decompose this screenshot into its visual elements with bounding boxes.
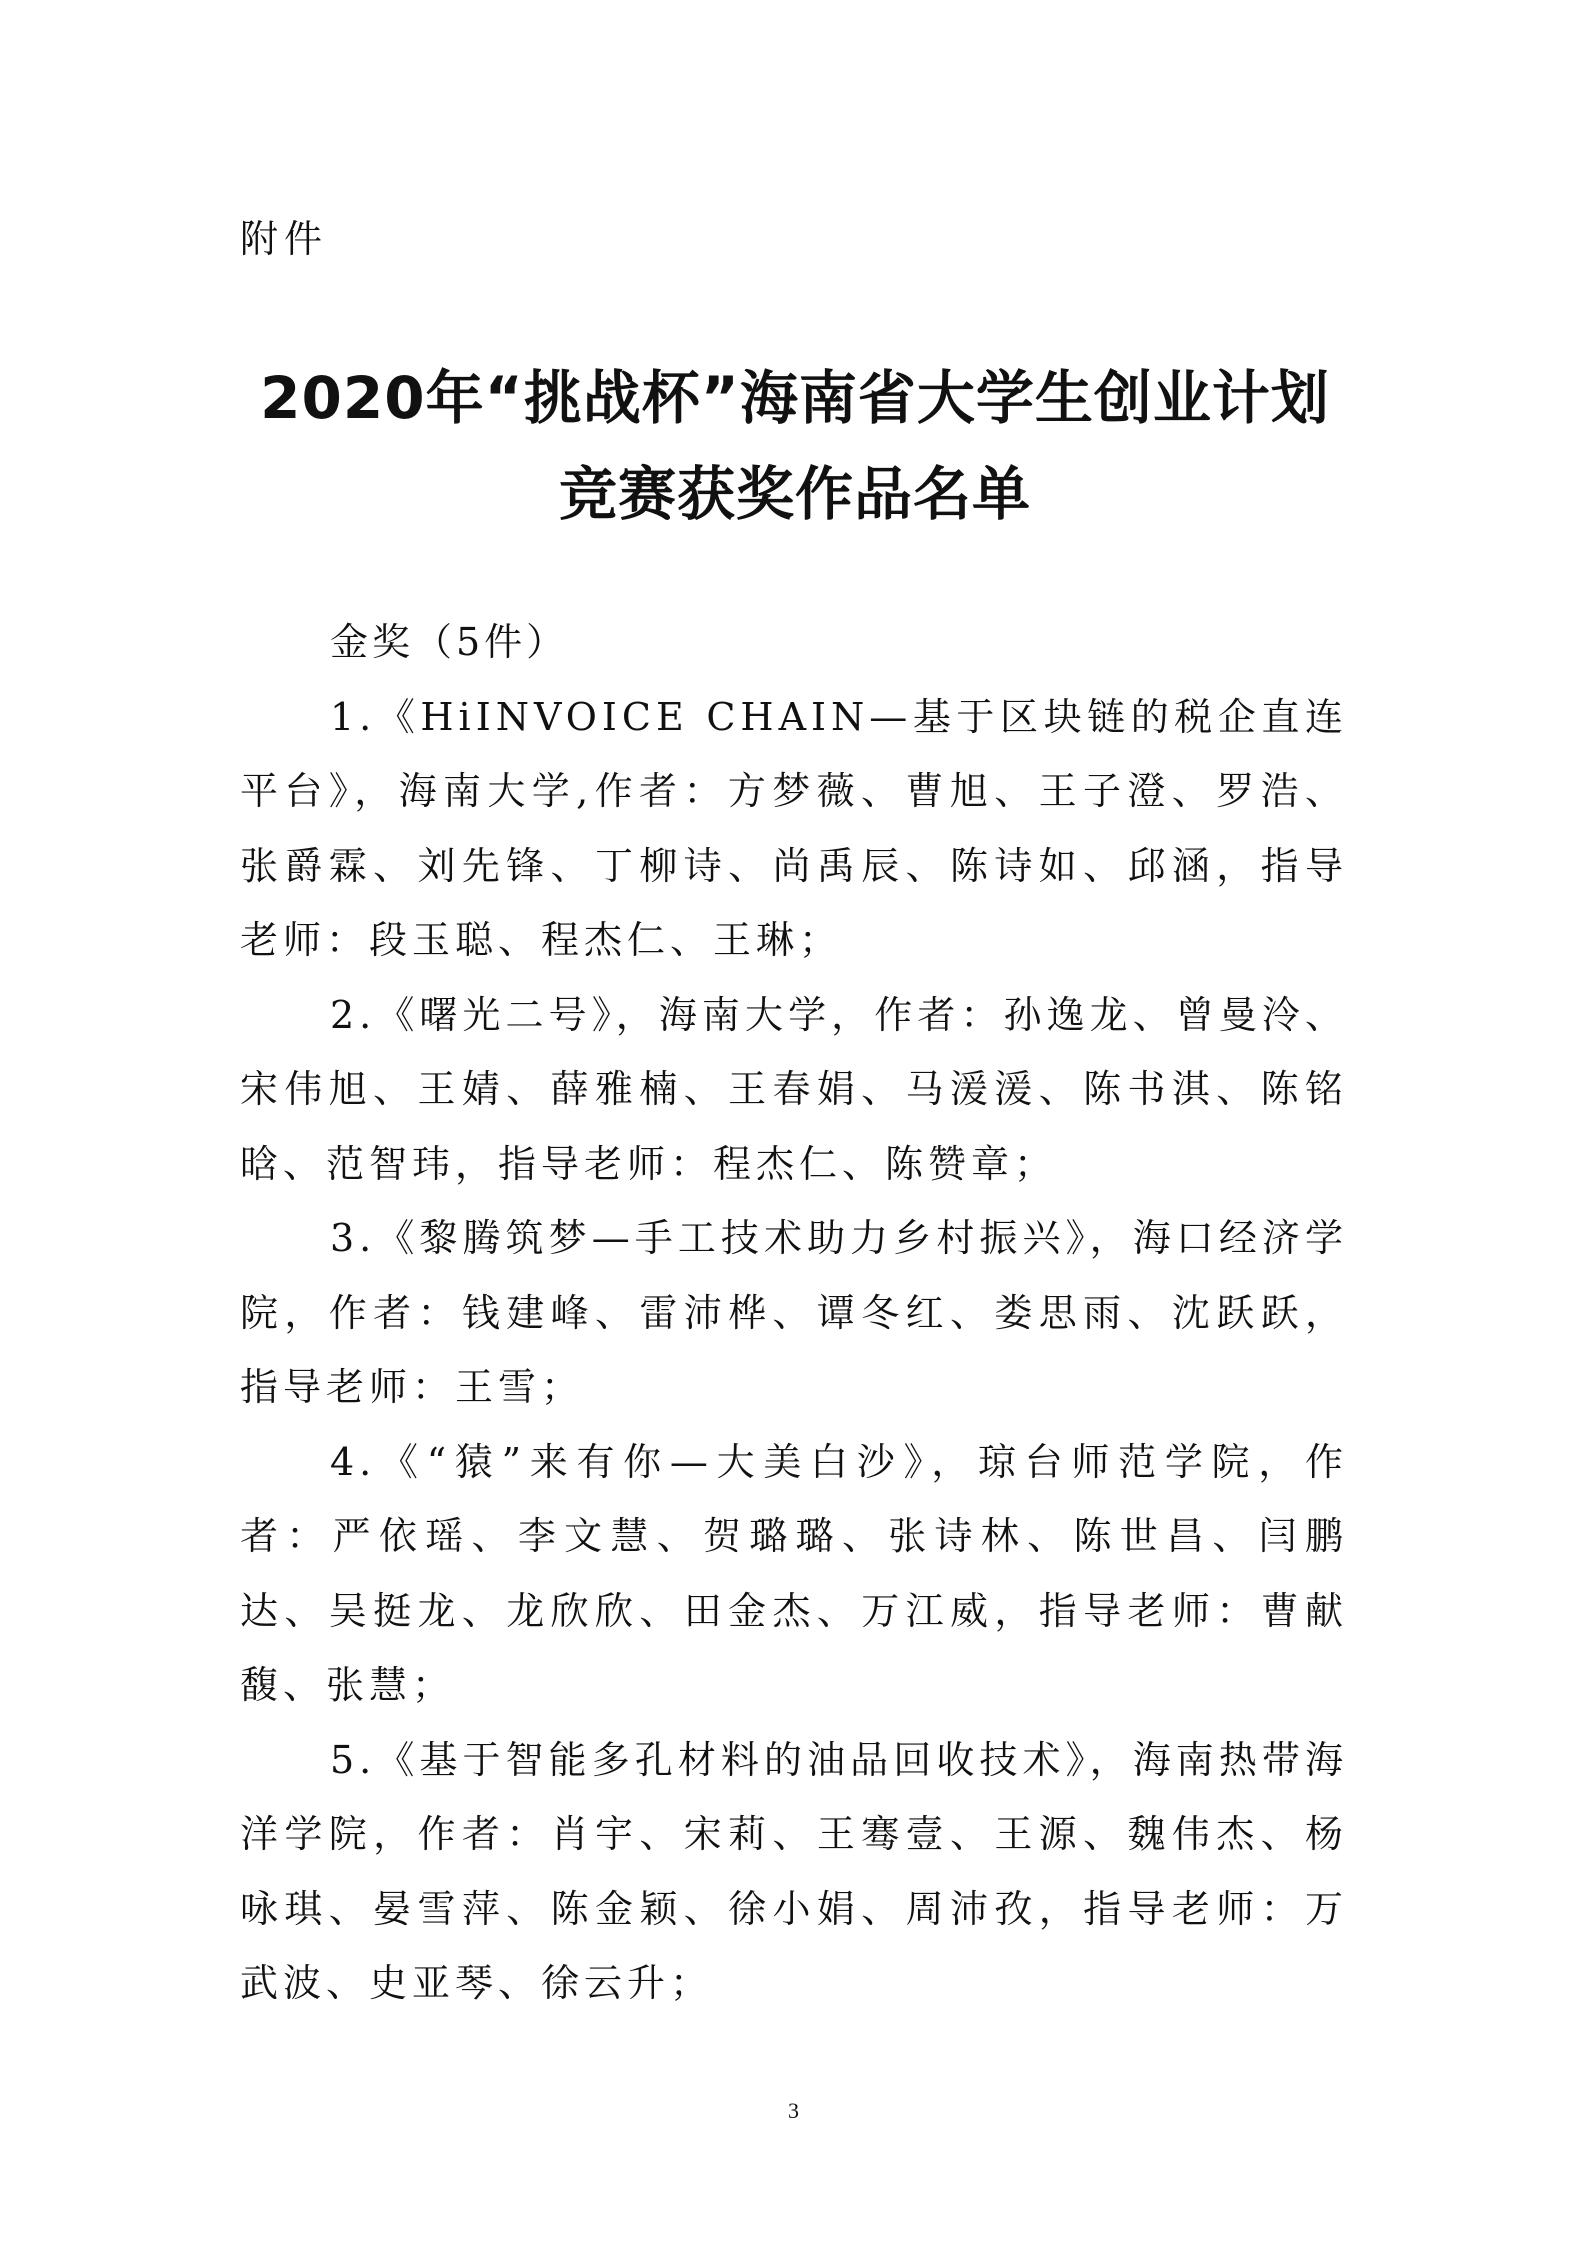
award-entry-4: 4.《“猿”来有你—大美白沙》，琼台师范学院，作者：严依瑶、李文慧、贺璐璐、张诗林、陈世昌、闫鹏达、吴挺龙、龙欣欣、田金杰、万江威，指导老师：曹献馥、张慧； (240, 1439, 1348, 1707)
section-heading-gold: 金奖（5件） (330, 620, 569, 664)
award-list (240, 605, 1348, 2021)
award-entry-5: 5.《基于智能多孔材料的油品回收技术》，海南热带海洋学院，作者：肖宇、宋莉、王骞壹、王源、魏伟杰、杨咏琪、晏雪萍、陈金颖、徐小娟、周沛孜，指导老师：万武波、史亚琴、徐云升； (240, 1737, 1348, 2005)
award-entry-2: 2.《曙光二号》，海南大学，作者：孙逸龙、曾曼泠、宋伟旭、王婧、薛雅楠、王春娟、马湲湲、陈书淇、陈铭晗、范智玮，指导老师：程杰仁、陈赞章； (240, 992, 1348, 1186)
award-entry-3: 3.《黎腾筑梦—手工技术助力乡村振兴》，海口经济学院，作者：钱建峰、雷沛桦、谭冬红、娄思雨、沈跃跃，指导老师：王雪； (240, 1216, 1348, 1409)
title-line-1: 2020年“挑战杯”海南省大学生创业计划 (260, 364, 1330, 432)
attachment-label: 附件 (240, 217, 329, 261)
title-line-2: 竞赛获奖作品名单 (558, 460, 1031, 528)
page-number: 3 (788, 2098, 799, 2123)
award-entry-1: 1.《HiINVOICE CHAIN—基于区块链的税企直连平台》，海南大学,作者：方梦薇、曹旭、王子澄、罗浩、张爵霖、刘先锋、丁柳诗、尚禹辰、陈诗如、邱涵，指导老师：段玉聪、程杰仁、王琳； (240, 694, 1348, 962)
document-title (220, 350, 1370, 542)
